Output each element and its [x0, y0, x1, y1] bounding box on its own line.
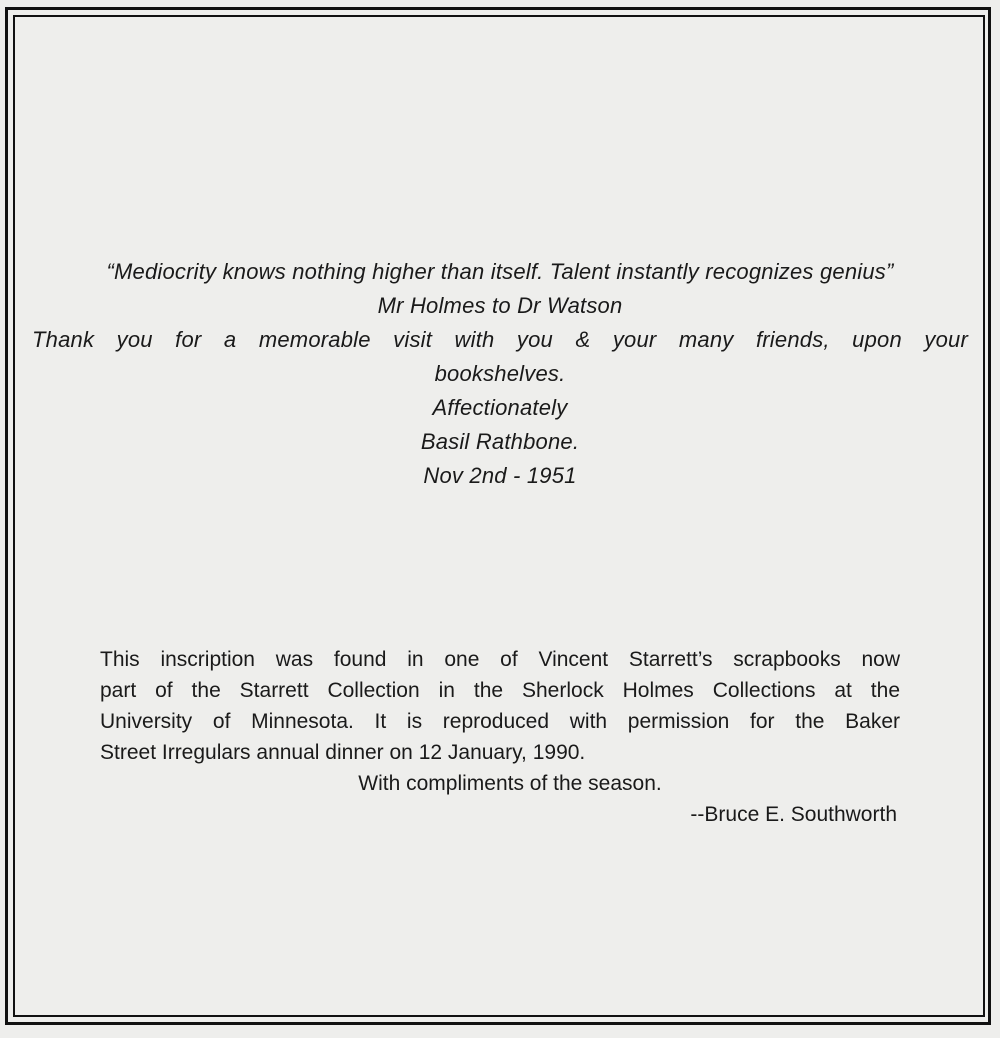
closing: Affectionately [432, 395, 568, 420]
note-line-2: part of the Starrett Collection in the Sherlock Holmes Collections at the [100, 679, 900, 702]
inscription-date: Nov 2nd - 1951 [423, 463, 577, 488]
holmes-quote: “Mediocrity knows nothing higher than itself. Talent instantly recognizes genius” [106, 259, 894, 284]
provenance-note [100, 644, 900, 830]
note-line-4: Street Irregulars annual dinner on 12 January, 1990. [100, 741, 586, 764]
note-line-3: University of Minnesota. It is reproduced with permission for the Baker [100, 710, 900, 733]
compliments-line: With compliments of the season. [358, 772, 662, 795]
inscription-block [20, 255, 980, 493]
thanks-line-2: bookshelves. [434, 361, 566, 386]
note-author: --Bruce E. Southworth [690, 803, 897, 826]
inner-border [13, 15, 985, 1017]
thanks-line-1: Thank you for a memorable visit with you & your many friends, upon your [32, 327, 968, 352]
note-line-1: This inscription was found in one of Vincent Starrett’s scrapbooks now [100, 648, 900, 671]
signature: Basil Rathbone. [420, 429, 580, 454]
quote-attribution: Mr Holmes to Dr Watson [377, 293, 623, 318]
